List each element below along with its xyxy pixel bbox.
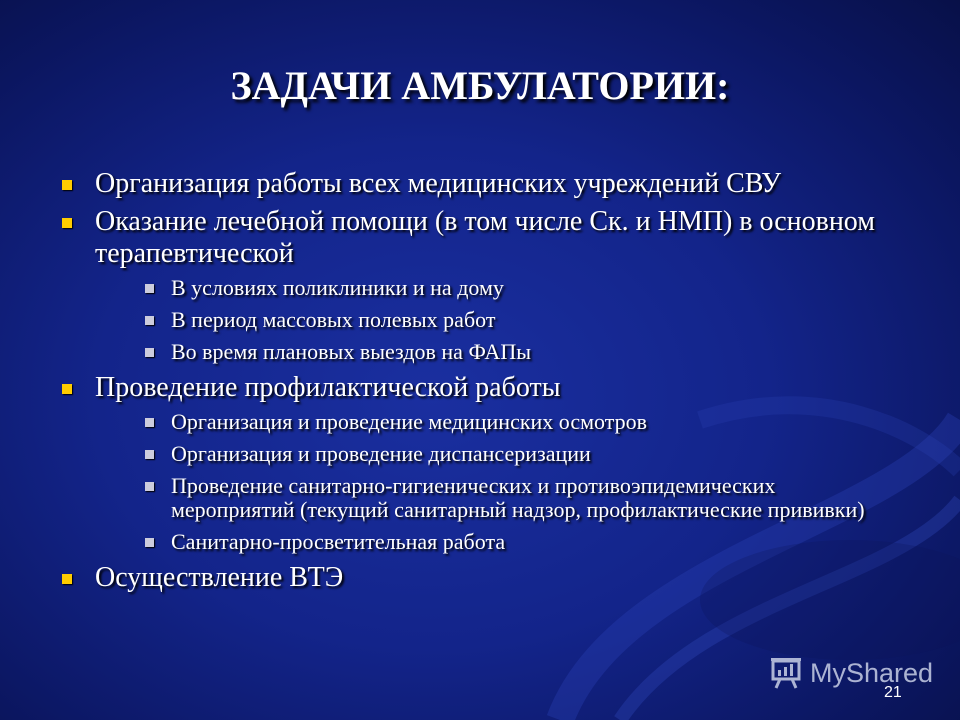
- sub-list-item: [135, 530, 880, 554]
- list-item-text: Организация работы всех медицинских учреждений СВУ: [95, 168, 782, 199]
- list-item: [60, 206, 880, 364]
- presentation-board-icon: [768, 656, 804, 690]
- square-bullet-icon: [145, 316, 154, 325]
- watermark-text: MyShared: [810, 657, 934, 688]
- sub-list-item: [135, 340, 880, 364]
- task-list: [60, 168, 880, 600]
- list-item-text: Проведение профилактической работы: [95, 372, 561, 403]
- list-item-text: Оказание лечебной помощи (в том числе Ск. и НМП) в основном терапевтической: [95, 206, 875, 269]
- list-item: [60, 372, 880, 554]
- list-item-text: Осуществление ВТЭ: [95, 562, 344, 593]
- sub-list-item-text: Во время плановых выездов на ФАПы: [171, 339, 531, 364]
- sub-list-item-text: Проведение санитарно-гигиенических и противоэпидемических мероприятий (текущий санитарный надзор, профилактические прививки): [171, 473, 865, 522]
- square-bullet-icon: [62, 574, 72, 584]
- sub-list-item-text: Санитарно-просветительная работа: [171, 529, 506, 554]
- sub-list-item-text: Организация и проведение медицинских осмотров: [171, 409, 648, 434]
- square-bullet-icon: [145, 284, 154, 293]
- sub-list: [135, 410, 880, 554]
- sub-list-item-text: В условиях поликлиники и на дому: [171, 275, 504, 300]
- square-bullet-icon: [145, 482, 154, 491]
- sub-list-item: [135, 308, 880, 332]
- square-bullet-icon: [145, 348, 154, 357]
- square-bullet-icon: [145, 418, 154, 427]
- list-item: [60, 168, 880, 200]
- myshared-watermark[interactable]: [768, 656, 933, 690]
- sub-list-item: [135, 276, 880, 300]
- sub-list-item-text: Организация и проведение диспансеризации: [171, 441, 591, 466]
- sub-list-item: [135, 442, 880, 466]
- sub-list-item-text: В период массовых полевых работ: [171, 307, 496, 332]
- list-item: [60, 562, 880, 594]
- square-bullet-icon: [145, 538, 154, 547]
- slide-title: ЗАДАЧИ АМБУЛАТОРИИ:: [230, 63, 730, 108]
- square-bullet-icon: [62, 218, 72, 228]
- page-number: 21: [884, 684, 902, 701]
- sub-list-item: [135, 474, 880, 522]
- square-bullet-icon: [62, 384, 72, 394]
- sub-list: [135, 276, 880, 364]
- square-bullet-icon: [145, 450, 154, 459]
- square-bullet-icon: [62, 180, 72, 190]
- sub-list-item: [135, 410, 880, 434]
